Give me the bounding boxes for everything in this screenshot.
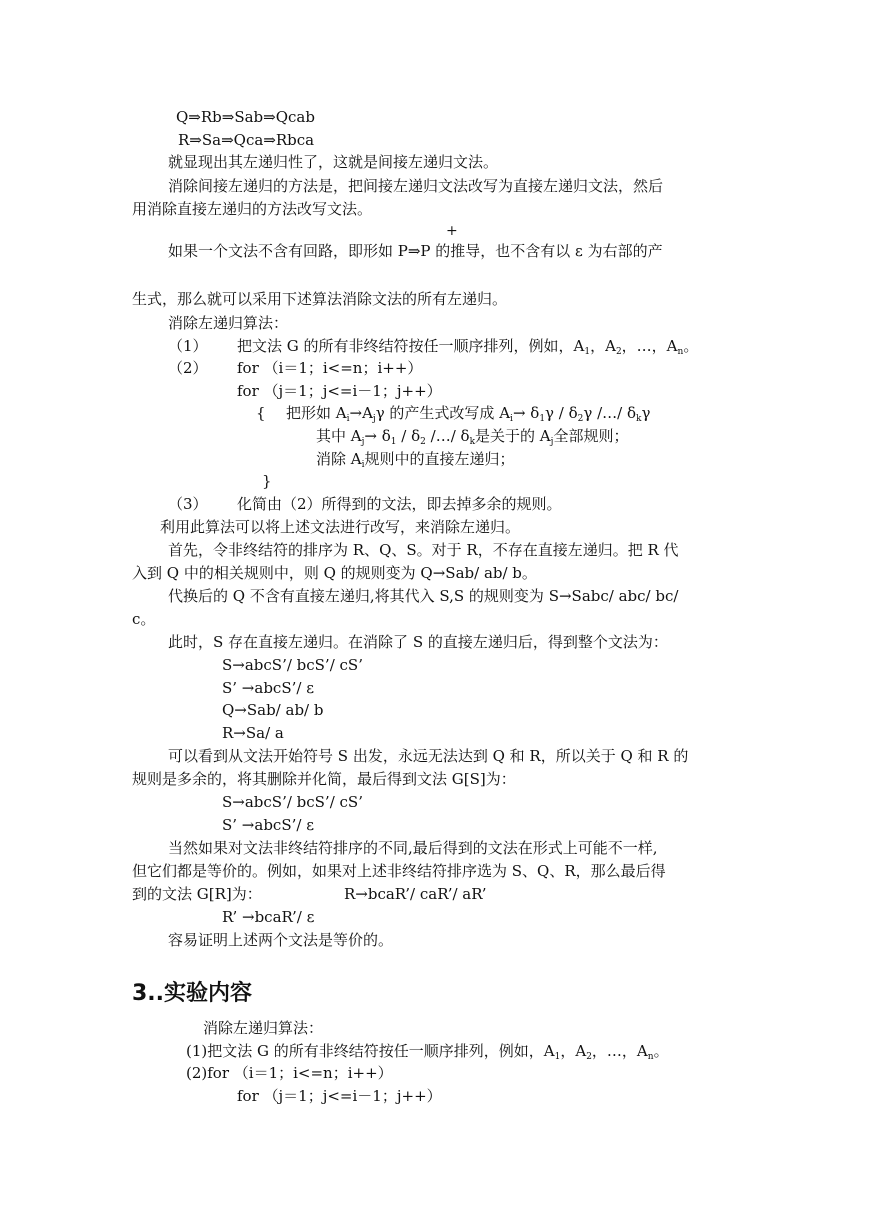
where-b: → δ bbox=[364, 427, 391, 445]
example-conclusion: 容易证明上述两个文法是等价的。 bbox=[168, 931, 394, 949]
plus-sign: + bbox=[446, 223, 458, 239]
rewrite-sub-k: k bbox=[636, 414, 642, 424]
section-sub-n: n bbox=[647, 1052, 654, 1062]
example-unreachable-1: 可以看到从文法开始符号 S 出发，永远无法达到 Q 和 R，所以关于 Q 和 R 的 bbox=[168, 747, 689, 765]
elim-b: 规则中的直接左递归； bbox=[364, 450, 515, 468]
where-sub-j: j bbox=[361, 437, 365, 447]
eliminate-clause bbox=[316, 449, 515, 475]
section-sep-2: ，…，A bbox=[591, 1042, 648, 1060]
paragraph-indirect: 就显现出其左递归性了，这就是间接左递归文法。 bbox=[168, 153, 499, 171]
elim-a: 消除 A bbox=[316, 450, 362, 468]
sep-2: ，…，A bbox=[621, 337, 678, 355]
grammar-rule-r: R→Sa/ a bbox=[222, 724, 284, 742]
paragraph-method-2: 用消除直接左递归的方法改写文法。 bbox=[132, 200, 373, 218]
rewrite-e: γ / δ bbox=[545, 404, 578, 422]
final-rule-s-prime: S’ →abcS’/ ε bbox=[222, 816, 314, 834]
paragraph-method-1: 消除间接左递归的方法是，把间接左递归文法改写为直接左递归文法，然后 bbox=[168, 177, 664, 195]
elim-sub-i: i bbox=[361, 460, 365, 470]
step2-number: （2） bbox=[168, 359, 208, 377]
where-f: 全部规则； bbox=[553, 427, 629, 445]
section-heading: 3..实验内容 bbox=[132, 981, 253, 1006]
rewrite-sub-j: j bbox=[372, 414, 376, 424]
section-algo-title: 消除左递归算法： bbox=[203, 1019, 324, 1037]
where-d: /…/ δ bbox=[425, 427, 470, 445]
rewrite-b: →A bbox=[349, 404, 373, 422]
subscript-n: n bbox=[677, 347, 684, 357]
rewrite-d: → δ bbox=[512, 404, 540, 422]
step1-end: 。 bbox=[683, 337, 699, 355]
subscript-2: 2 bbox=[615, 347, 622, 357]
step3-number: （3） bbox=[168, 495, 208, 513]
section-step1-end: 。 bbox=[653, 1042, 669, 1060]
derivation-q: Q⇒Rb⇒Sab⇒Qcab bbox=[176, 108, 315, 126]
section-for-i: (2)for （i＝1；i<=n；i++） bbox=[186, 1064, 393, 1082]
grammar-rule-q: Q→Sab/ ab/ b bbox=[222, 701, 324, 719]
section-for-j: for （j＝1；j<=i－1；j++） bbox=[237, 1087, 442, 1105]
where-e: 是关于的 A bbox=[475, 427, 551, 445]
section-step1-main: (1)把文法 G 的所有非终结符按任一顺序排列，例如，A bbox=[186, 1042, 555, 1060]
algorithm-title: 消除左递归算法： bbox=[168, 314, 289, 332]
where-a: 其中 A bbox=[316, 427, 362, 445]
example-substitute-1: 代换后的 Q 不含有直接左递归,将其代入 S,S 的规则变为 S→Sabc/ abc/ bc/ bbox=[168, 587, 679, 605]
section-sub-2: 2 bbox=[586, 1052, 592, 1062]
rewrite-sub-2: 2 bbox=[577, 414, 584, 424]
where-sub-2: 2 bbox=[420, 437, 426, 447]
example-unreachable-2: 规则是多余的，将其删除并化简，最后得到文法 G[S]为： bbox=[132, 770, 516, 788]
example-order-3: 到的文法 G[R]为： bbox=[132, 885, 262, 903]
final-rule-s: S→abcS’/ bcS’/ cS’ bbox=[222, 793, 363, 811]
grammar-rule-s: S→abcS’/ bcS’/ cS’ bbox=[222, 656, 363, 674]
section-sep-1: ，A bbox=[560, 1042, 587, 1060]
example-now: 此时，S 存在直接左递归。在消除了 S 的直接左递归后，得到整个文法为： bbox=[168, 633, 668, 651]
example-first-2: 入到 Q 中的相关规则中，则 Q 的规则变为 Q→Sab/ ab/ b。 bbox=[132, 564, 537, 582]
grammar-r-rule: R→bcaR’/ caR’/ aR’ bbox=[344, 885, 487, 903]
paragraph-condition-2: 生式，那么就可以采用下述算法消除文法的所有左递归。 bbox=[132, 290, 508, 308]
for-j-loop: for （j＝1；j<=i－1；j++） bbox=[237, 382, 442, 400]
brace-open: { bbox=[256, 404, 266, 422]
for-i-loop: for （i＝1；i<=n；i++） bbox=[237, 359, 423, 377]
rewrite-f: γ /…/ δ bbox=[583, 404, 637, 422]
brace-close: } bbox=[262, 472, 272, 490]
rewrite-g: γ bbox=[641, 404, 651, 422]
subscript-1: 1 bbox=[584, 347, 591, 357]
rewrite-sub-1: 1 bbox=[539, 414, 546, 424]
paragraph-condition-1: 如果一个文法不含有回路，即形如 P⇒P 的推导，也不含有以 ε 为右部的产 bbox=[168, 242, 663, 260]
example-order-2: 但它们都是等价的。例如，如果对上述非终结符排序选为 S、Q、R，那么最后得 bbox=[132, 862, 666, 880]
where-sub-1: 1 bbox=[390, 437, 397, 447]
example-first-1: 首先，令非终结符的排序为 R、Q、S。对于 R，不存在直接左递归。把 R 代 bbox=[168, 541, 679, 559]
rewrite-a: 把形如 A bbox=[286, 404, 347, 422]
example-substitute-2: c。 bbox=[132, 610, 156, 628]
example-order-1: 当然如果对文法非终结符排序的不同,最后得到的文法在形式上可能不一样, bbox=[168, 839, 658, 857]
rewrite-sub-i: i bbox=[346, 414, 350, 424]
grammar-rule-s-prime: S’ →abcS’/ ε bbox=[222, 679, 314, 697]
rewrite-c: γ 的产生式改写成 A bbox=[375, 404, 511, 422]
step3-text: 化简由（2）所得到的文法，即去掉多余的规则。 bbox=[237, 495, 562, 513]
example-intro: 利用此算法可以将上述文法进行改写，来消除左递归。 bbox=[160, 518, 521, 536]
sep-1: ，A bbox=[590, 337, 616, 355]
rewrite-sub-i2: i bbox=[510, 414, 513, 424]
section-sub-1: 1 bbox=[554, 1052, 561, 1062]
where-sub-j2: j bbox=[550, 437, 554, 447]
where-c: / δ bbox=[396, 427, 421, 445]
step1-text-main: 把文法 G 的所有非终结符按任一顺序排列，例如，A bbox=[237, 337, 585, 355]
where-sub-k: k bbox=[469, 437, 476, 447]
grammar-r-prime-rule: R’ →bcaR’/ ε bbox=[222, 908, 315, 926]
derivation-r: R⇒Sa⇒Qca⇒Rbca bbox=[178, 131, 315, 149]
step1-number: （1） bbox=[168, 337, 208, 355]
